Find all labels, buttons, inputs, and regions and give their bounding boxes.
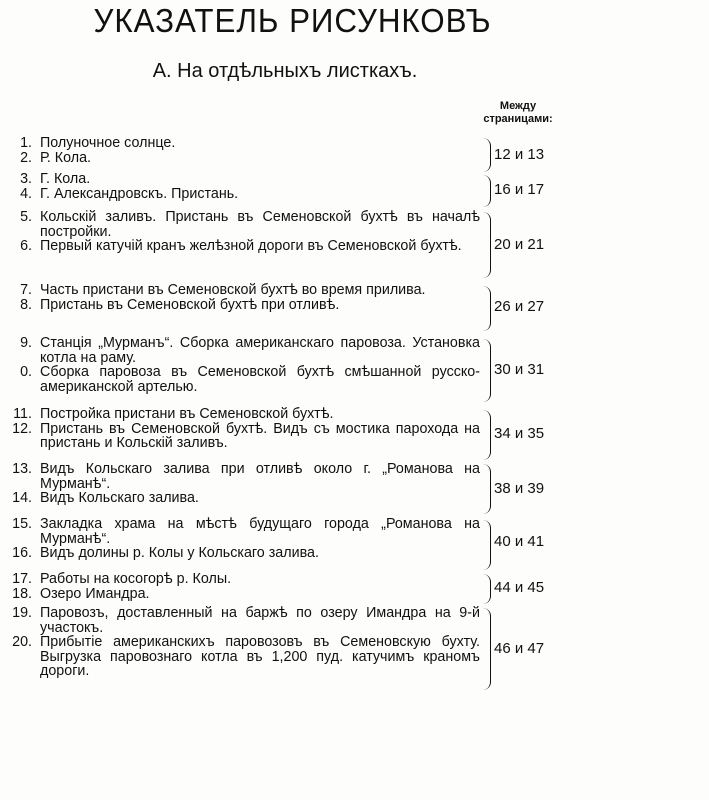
figure-caption: Первый катучій кранъ желѣзной дороги въ Семеновской бухтѣ. [40, 238, 462, 254]
figure-number: 14. [12, 490, 32, 506]
figure-group [0, 136, 709, 165]
figure-group [0, 283, 709, 312]
figure-entry [0, 546, 709, 561]
figure-caption: Часть пристани въ Семеновской бухтѣ во время прилива. [40, 282, 426, 298]
column-header-line-2: страницами: [483, 113, 553, 125]
figure-number: 20. [12, 634, 32, 650]
figure-group [0, 462, 709, 506]
figure-number: 3. [20, 171, 32, 187]
figure-number: 12. [12, 420, 32, 437]
figure-group [0, 606, 709, 679]
figure-number: 15. [12, 516, 32, 532]
figure-caption: Закладка храма на мѣстѣ будущаго города „Романова на Мурманѣ“. [40, 516, 480, 547]
figure-caption: Пристань въ Семеновской бухтѣ при отливѣ. [40, 296, 340, 313]
figure-caption: Г. Кола. [40, 171, 91, 187]
page-range: 38 и 39 [494, 480, 545, 497]
figure-number: 1. [20, 135, 32, 151]
group-brace [480, 138, 491, 172]
figure-entry [0, 635, 709, 679]
group-brace [480, 608, 491, 690]
figure-caption: Кольскій заливъ. Пристань въ Семеновской бухтѣ въ началѣ постройки. [40, 209, 480, 240]
figure-number: 11. [13, 406, 32, 422]
figure-entry [0, 151, 709, 166]
figure-caption: Р. Кола. [40, 149, 92, 166]
figure-number: 16. [12, 545, 32, 561]
page-range: 46 и 47 [494, 640, 545, 657]
group-brace [480, 175, 491, 207]
figure-number: 8. [20, 296, 32, 313]
figure-caption: Видъ Кольскаго залива при отливѣ около г. „Романова на Мурманѣ“. [40, 461, 480, 492]
figure-group [0, 517, 709, 561]
group-brace [480, 286, 491, 331]
page-range: 40 и 41 [494, 533, 545, 550]
figure-caption: Станція „Мурманъ“. Сборка американскаго паровоза. Установка котла на раму. [40, 335, 480, 366]
figure-entry [0, 187, 709, 202]
figure-caption: Видъ Кольскаго залива. [40, 490, 199, 506]
figure-entry [0, 239, 709, 254]
figure-caption: Озеро Имандра. [40, 585, 150, 602]
figure-caption: Г. Александровскъ. Пристань. [40, 185, 239, 202]
figure-entry [0, 422, 709, 451]
figure-number: 0. [20, 364, 32, 380]
figure-number: 9. [20, 335, 32, 351]
figure-entry [0, 172, 709, 187]
figure-number: 18. [12, 585, 32, 602]
figure-group [0, 407, 709, 451]
figure-number: 17. [12, 571, 32, 587]
figure-entry [0, 336, 709, 365]
page-range: 12 и 13 [494, 146, 545, 163]
figure-number: 19. [12, 605, 32, 621]
figure-group [0, 172, 709, 201]
figure-entry [0, 572, 709, 587]
page-range: 16 и 17 [494, 181, 545, 198]
figure-caption: Прибытіе американскихъ паровозовъ въ Семеновскую бухту. Выгрузка паровознаго котла въ 1,200 пуд. катучимъ краномъ дороги. [40, 634, 480, 679]
group-brace [480, 339, 491, 402]
figure-caption: Полуночное солнце. [40, 135, 176, 151]
figure-entry [0, 606, 709, 635]
figure-entry [0, 407, 709, 422]
figure-caption: Работы на косогорѣ р. Колы. [40, 571, 232, 587]
page-title: УКАЗАТЕЛЬ РИСУНКОВЪ [93, 2, 492, 39]
figure-caption: Сборка паровоза въ Семеновской бухтѣ смѣшанной русско-американской артелью. [40, 364, 480, 395]
figure-group [0, 572, 709, 601]
column-header-line-1: Между [499, 100, 537, 112]
figure-number: 2. [20, 149, 32, 166]
figure-entry [0, 462, 709, 491]
group-brace [480, 574, 491, 604]
figure-entry [0, 136, 709, 151]
group-brace [480, 212, 491, 278]
figure-caption: Постройка пристани въ Семеновской бухтѣ. [40, 406, 334, 422]
page-range: 44 и 45 [494, 579, 545, 596]
figure-number: 4. [20, 185, 32, 202]
figure-number: 7. [20, 282, 32, 298]
figure-group [0, 210, 709, 254]
figure-number: 6. [20, 238, 32, 254]
figure-entry [0, 298, 709, 313]
figure-entry [0, 283, 709, 298]
column-header-pages [468, 100, 568, 126]
figure-entry [0, 517, 709, 546]
figure-entry [0, 587, 709, 602]
page-range: 26 и 27 [494, 298, 545, 315]
figure-entry [0, 210, 709, 239]
figure-caption: Видъ долины р. Колы у Кольскаго залива. [40, 545, 319, 561]
group-brace [480, 464, 491, 514]
page-range: 30 и 31 [494, 361, 545, 378]
figure-number: 5. [20, 209, 32, 225]
figure-entry [0, 365, 709, 394]
figure-group [0, 336, 709, 394]
group-brace [480, 410, 491, 460]
page-range: 20 и 21 [494, 236, 545, 253]
figure-caption: Паровозъ, доставленный на баржѣ по озеру Имандра на 9-й участокъ. [40, 605, 480, 636]
figure-number: 13. [12, 461, 32, 477]
figure-entry [0, 491, 709, 506]
figure-caption: Пристань въ Семеновской бухтѣ. Видъ съ мостика парохода на пристань и Кольскій заливъ. [40, 420, 480, 451]
group-brace [480, 520, 491, 570]
page-range: 34 и 35 [494, 425, 545, 442]
section-heading: А. На отдѣльныхъ листкахъ. [152, 60, 418, 82]
